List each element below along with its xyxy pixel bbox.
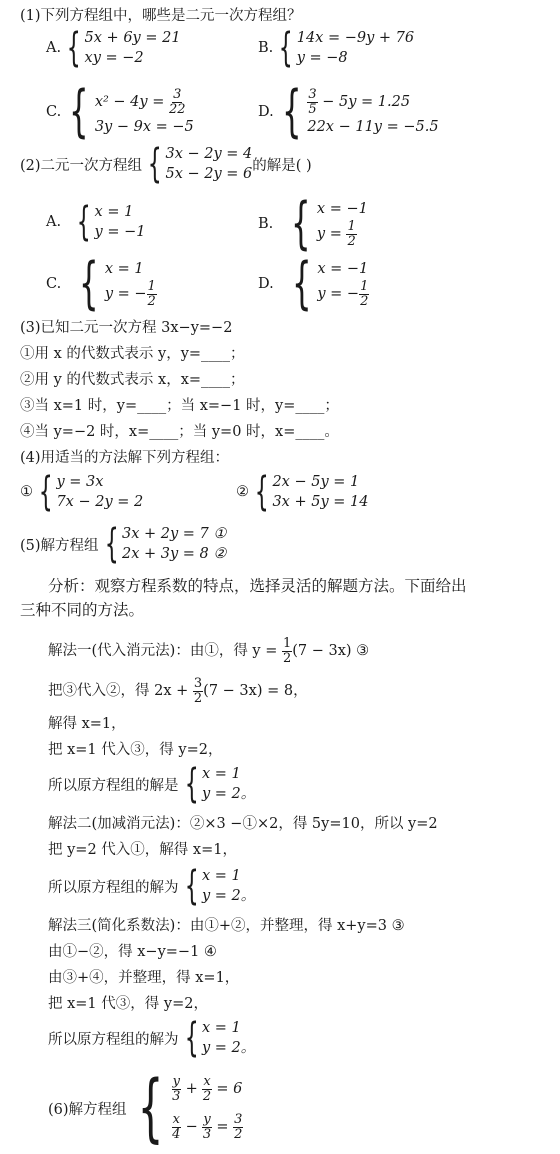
q1-title: (1)下列方程组中，哪些是二元一次方程组？ [20, 8, 302, 24]
equation: y = 2。 [201, 786, 256, 802]
q4-title: (4)用适当的方法解下列方程组： [20, 450, 230, 466]
q3-title: (3)已知二元一次方程 3x−y=−2 [20, 320, 233, 336]
q6-prefix: (6)解方程组 [48, 1101, 127, 1118]
equation: x = −1 [317, 261, 369, 277]
left-brace: { [184, 1015, 199, 1061]
analysis-line-1: 分析：观察方程系数的特点，选择灵活的解题方法。下面给出 [48, 577, 467, 595]
left-brace: { [66, 25, 81, 71]
method2-line-1: 解法二(加减消元法)：②×3 −①×2，得 5y=10，所以 y=2 [48, 816, 438, 832]
q4-system-1 [20, 469, 144, 515]
equation: xy = −2 [84, 50, 144, 66]
q1-option-c [46, 79, 194, 144]
equation: y = 2。 [201, 888, 256, 904]
q6-stem [48, 1065, 243, 1151]
circled-label: ② [236, 484, 249, 500]
q2-prefix: (2)二元一次方程组 [20, 157, 143, 174]
equation: − 5y = 1.25 [317, 94, 411, 110]
method2-line-2: 把 y=2 代入①，解得 x=1， [48, 842, 237, 858]
fraction: $\frac{3}{2}$ [193, 675, 203, 706]
equation: 3x + 2y = 7 ① [122, 526, 227, 542]
method1-line-1 [48, 636, 369, 666]
equation: 14x = −9y + 76 [296, 30, 415, 46]
left-brace: { [291, 191, 311, 256]
equation: x = 1 [201, 1020, 241, 1036]
q1-option-b [258, 25, 415, 71]
q3-line-4: ④当 y=−2 时，x=____；当 y=0 时，x=____。 [20, 424, 339, 440]
method1-solution [48, 761, 256, 807]
text: 所以原方程组的解为 [48, 1031, 179, 1048]
q3-line-3: ③当 x=1 时，y=____；当 x=−1 时，y=____； [20, 398, 339, 414]
text: 解法一(代入消元法)：由①，得 y = [48, 643, 282, 659]
text: 所以原方程组的解是 [48, 777, 179, 794]
left-brace: { [76, 199, 91, 245]
equation: y = −8 [296, 50, 348, 66]
fraction: $\frac{3}{22}$ [168, 86, 186, 117]
equation: 2x + 3y = 8 ② [122, 546, 227, 562]
q2-option-b [258, 191, 368, 256]
option-label: C. [46, 276, 62, 292]
method2-solution [48, 863, 256, 909]
fraction: $\frac{3}{2}$ [234, 1111, 243, 1142]
left-brace: { [38, 469, 53, 515]
equation: y = 3x [56, 474, 104, 490]
fraction: $\frac{1}{2}$ [282, 635, 292, 666]
equation: 7x − 2y = 2 [56, 494, 144, 510]
left-brace: { [104, 521, 119, 567]
text: 所以原方程组的解为 [48, 879, 179, 896]
analysis-line-2: 三种不同的方法。 [20, 601, 145, 619]
q2-stem [20, 141, 312, 187]
text: (7 − 3x) = 8， [203, 683, 308, 699]
q4-system-2 [236, 469, 369, 515]
method1-line-2 [48, 676, 308, 706]
left-brace: { [281, 79, 302, 144]
equation: 5x + 6y = 21 [84, 30, 181, 46]
equation: y = − [317, 286, 360, 302]
left-brace: { [69, 79, 89, 144]
equation: x² − 4y = [94, 94, 169, 110]
equation: x = 1 [104, 261, 144, 277]
equation: 3x + 5y = 14 [272, 494, 369, 510]
option-label: B. [258, 40, 274, 56]
equation: y = − [104, 286, 147, 302]
equation: x = 1 [201, 868, 241, 884]
method1-line-3: 解得 x=1， [48, 716, 126, 732]
left-brace: { [254, 469, 269, 515]
q1-option-d [258, 79, 439, 144]
fraction: $\frac{y}{3}$ [172, 1073, 181, 1104]
left-brace: { [184, 863, 199, 909]
left-brace: { [137, 1065, 164, 1151]
equation: 22x − 11y = −5.5 [307, 119, 439, 135]
equation: x = −1 [316, 201, 368, 217]
text: = [211, 1119, 234, 1135]
equation: x = 1 [201, 766, 241, 782]
fraction: $\frac{1}{2}$ [347, 218, 356, 249]
option-label: A. [46, 214, 62, 230]
equation: y = −1 [94, 224, 146, 240]
operator: − [180, 1119, 203, 1135]
circled-label: ① [20, 484, 33, 500]
fraction: $\frac{1}{2}$ [147, 278, 156, 309]
method1-line-4: 把 x=1 代入③，得 y=2， [48, 742, 223, 758]
equation: 3y − 9x = −5 [94, 119, 194, 135]
q2-option-d [258, 251, 369, 316]
q1-option-a [46, 25, 181, 71]
left-brace: { [184, 761, 199, 807]
method3-solution [48, 1015, 256, 1061]
left-brace: { [278, 25, 293, 71]
equation: y = 2。 [201, 1040, 256, 1056]
operator: + [181, 1081, 203, 1097]
option-label: D. [258, 104, 274, 120]
fraction: $\frac{1}{2}$ [360, 278, 369, 309]
text: = 6 [211, 1081, 243, 1097]
q2-option-c [46, 251, 157, 316]
equation: y = [316, 226, 347, 242]
text: 把③代入②，得 2x + [48, 683, 193, 699]
method3-line-4: 把 x=1 代③，得 y=2， [48, 996, 208, 1012]
method3-line-1: 解法三(简化系数法)：由①+②，并整理，得 x+y=3 ③ [48, 918, 405, 934]
option-label: A. [46, 40, 62, 56]
q3-line-1: ①用 x 的代数式表示 y，y=____； [20, 346, 245, 362]
fraction: $\frac{y}{3}$ [202, 1111, 212, 1142]
equation: 3x − 2y = 4 [165, 146, 253, 162]
method3-line-2: 由①−②，得 x−y=−1 ④ [48, 944, 217, 960]
q5-stem [20, 521, 227, 567]
option-label: C. [46, 104, 62, 120]
left-brace: { [79, 251, 99, 316]
left-brace: { [147, 141, 162, 187]
fraction: $\frac{x}{4}$ [172, 1111, 181, 1142]
equation: 5x − 2y = 6 [165, 166, 253, 182]
q5-prefix: (5)解方程组 [20, 537, 99, 554]
text: (7 − 3x) ③ [292, 643, 370, 659]
q2-option-a [46, 199, 146, 245]
equation: x = 1 [94, 204, 134, 220]
method3-line-3: 由③+④，并整理，得 x=1， [48, 970, 240, 986]
equation: 2x − 5y = 1 [272, 474, 360, 490]
fraction: $\frac{3}{5}$ [308, 86, 317, 117]
q3-line-2: ②用 y 的代数式表示 x，x=____； [20, 372, 245, 388]
option-label: B. [258, 216, 274, 232]
q2-suffix: 的解是( ) [252, 157, 312, 174]
left-brace: { [291, 251, 312, 316]
option-label: D. [258, 276, 274, 292]
fraction: $\frac{x}{2}$ [202, 1073, 212, 1104]
